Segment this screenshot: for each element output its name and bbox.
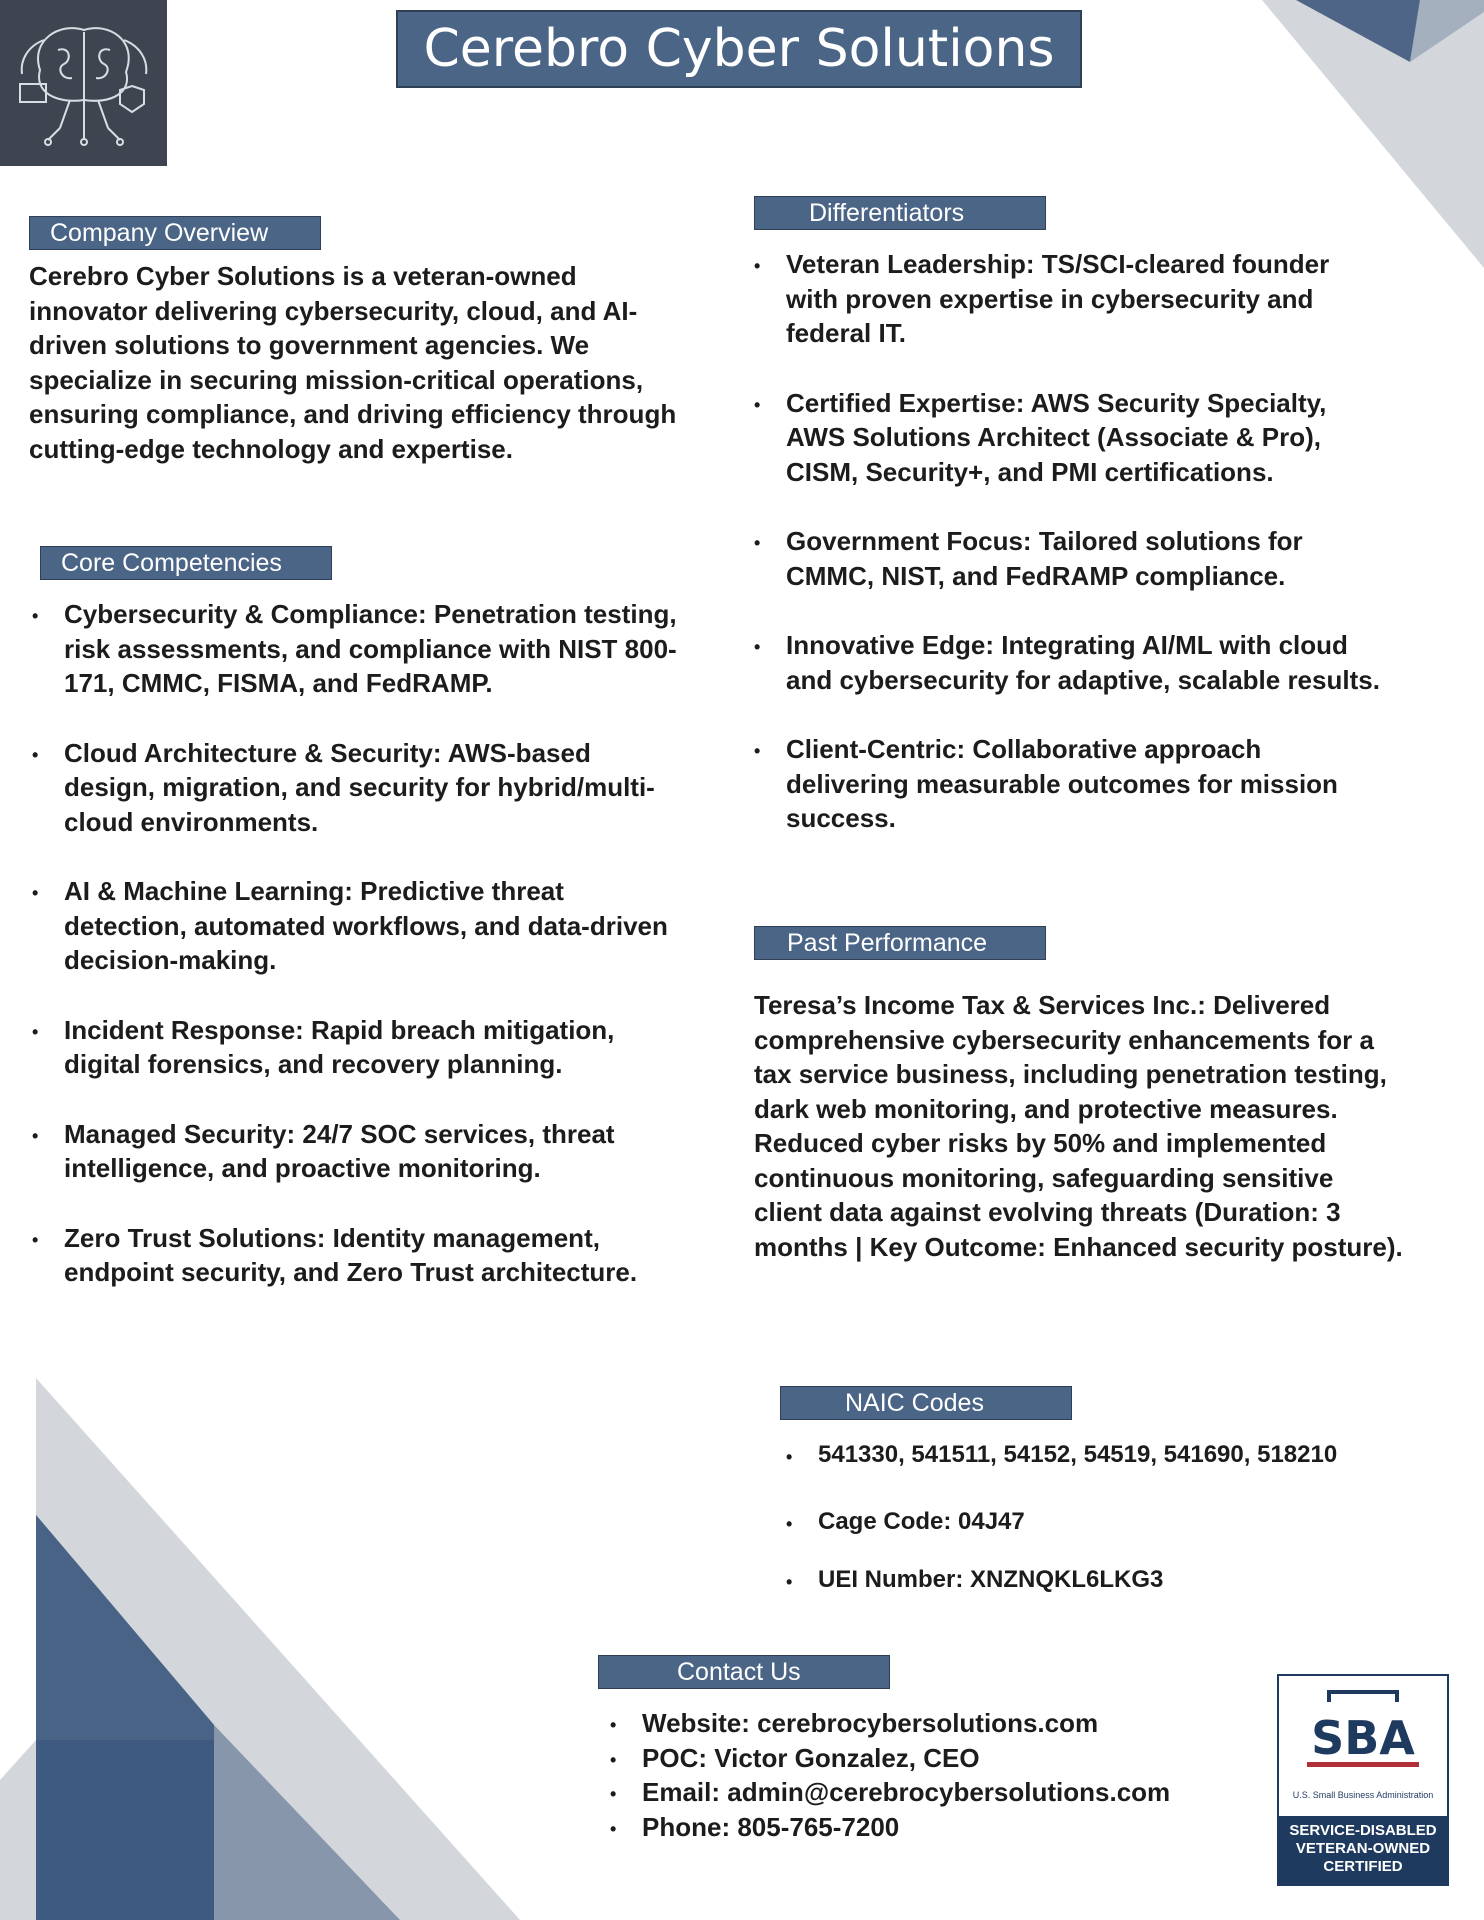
sba-line: CERTIFIED	[1323, 1858, 1403, 1875]
naic-list	[784, 1438, 1424, 1633]
list-item: • Zero Trust Solutions: Identity management, endpoint security, and Zero Trust architecture.	[30, 1221, 678, 1290]
sba-logo-icon	[1279, 1676, 1447, 1786]
differentiators-heading: Differentiators	[754, 196, 1046, 230]
list-item: • Innovative Edge: Integrating AI/ML with cloud and cybersecurity for adaptive, scalable results.	[752, 628, 1382, 697]
list-item: • Veteran Leadership: TS/SCI-cleared founder with proven expertise in cybersecurity and federal IT.	[752, 247, 1382, 351]
contact-phone: • Phone: 805-765-7200	[608, 1810, 1268, 1845]
contact-website: • Website: cerebrocybersolutions.com	[608, 1706, 1268, 1741]
list-item: • Government Focus: Tailored solutions for CMMC, NIST, and FedRAMP compliance.	[752, 524, 1382, 593]
contact-poc: • POC: Victor Gonzalez, CEO	[608, 1741, 1268, 1776]
sba-subtitle: U.S. Small Business Administration	[1292, 1790, 1434, 1800]
company-logo	[0, 0, 167, 166]
cage-code: • Cage Code: 04J47	[784, 1505, 1424, 1540]
sba-line: SERVICE-DISABLED	[1289, 1822, 1437, 1839]
overview-heading: Company Overview	[29, 216, 321, 250]
naic-heading: NAIC Codes	[780, 1386, 1072, 1420]
sba-certification-badge	[1277, 1674, 1449, 1886]
competencies-list	[30, 597, 678, 1325]
overview-text: Cerebro Cyber Solutions is a veteran-owned innovator delivering cybersecurity, cloud, and AI-driven solutions to government agencies. We specialize in securing mission-critical operations, ensuring compliance, and driving efficiency through cutting-edge technology and expertise.	[29, 261, 677, 464]
brain-circuit-logo-icon	[0, 0, 167, 166]
contact-email: • Email: admin@cerebrocybersolutions.com	[608, 1775, 1268, 1810]
list-item: • Client-Centric: Collaborative approach delivering measurable outcomes for mission success.	[752, 732, 1382, 836]
uei-number: • UEI Number: XNZNQKL6LKG3	[784, 1563, 1424, 1598]
sba-logo-text: SBA	[1311, 1711, 1415, 1765]
sba-line: VETERAN-OWNED	[1295, 1840, 1431, 1857]
list-item: • Cybersecurity & Compliance: Penetration testing, risk assessments, and compliance with NIST 800-171, CMMC, FISMA, and FedRAMP.	[30, 597, 678, 701]
contact-list	[608, 1706, 1268, 1844]
list-item: • Certified Expertise: AWS Security Specialty, AWS Solutions Architect (Associate & Pro), CISM, Security+, and PMI certifications.	[752, 386, 1382, 490]
list-item: • Managed Security: 24/7 SOC services, threat intelligence, and proactive monitoring.	[30, 1117, 678, 1186]
list-item: • Incident Response: Rapid breach mitigation, digital forensics, and recovery planning.	[30, 1013, 678, 1082]
competencies-heading: Core Competencies	[40, 546, 332, 580]
list-item: • AI & Machine Learning: Predictive threat detection, automated workflows, and data-driven decision-making.	[30, 874, 678, 978]
past-performance-text: Teresa’s Income Tax & Services Inc.: Delivered comprehensive cybersecurity enhancements for a tax service business, including penetration testing, dark web monitoring, and protective measures. Reduced cyber risks by 50% and implemented continuous monitoring, safeguarding sensitive client data against evolving threats (Duration: 3 months | Key Outcome: Enhanced security posture).	[754, 990, 1403, 1262]
past-performance-heading: Past Performance	[754, 926, 1046, 960]
naic-codes: • 541330, 541511, 54152, 54519, 541690, 518210	[784, 1438, 1424, 1473]
list-item: • Cloud Architecture & Security: AWS-based design, migration, and security for hybrid/multi-cloud environments.	[30, 736, 678, 840]
sba-certification-label	[1279, 1816, 1447, 1884]
differentiators-list	[752, 247, 1382, 871]
page-title: Cerebro Cyber Solutions	[396, 10, 1082, 88]
contact-heading: Contact Us	[598, 1655, 890, 1689]
